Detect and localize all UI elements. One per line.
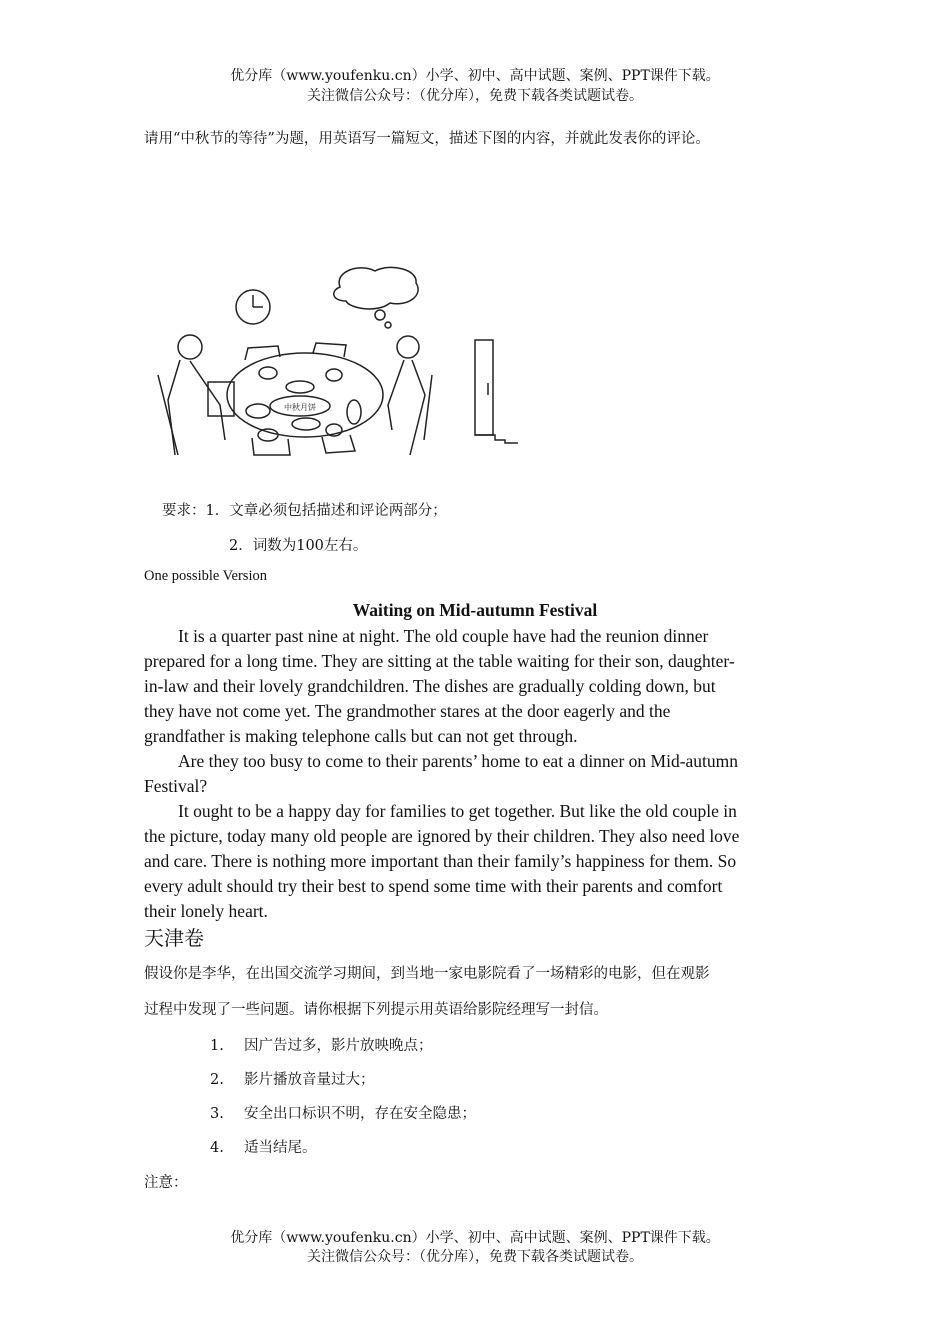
grandfather-figure <box>178 335 202 359</box>
list-item: 4. 适当结尾。 <box>210 1140 317 1156</box>
requirement-1: 要求：1．文章必须包括描述和评论两部分； <box>162 503 447 519</box>
sample-label: One possible Version <box>144 568 267 584</box>
essay-title: Waiting on Mid-autumn Festival <box>352 600 598 620</box>
list-item: 3. 安全出口标识不明，存在安全隐患； <box>210 1106 476 1122</box>
essay-line: the picture, today many old people are ignored by their children. They also need love <box>144 826 740 846</box>
essay-line: and care. There is nothing more important than their family’s happiness for them. So <box>144 851 737 871</box>
essay-line: in-law and their lovely grandchildren. The dishes are gradually colding down, but <box>144 676 716 696</box>
section-heading: 天津卷 <box>144 926 204 950</box>
dining-table <box>227 353 383 437</box>
task-prompt: 请用“中秋节的等待”为题，用英语写一篇短文，描述下图的内容，并就此发表你的评论。 <box>144 131 710 147</box>
essay-line: grandfather is making telephone calls but can not get through. <box>144 726 578 746</box>
door <box>475 340 493 435</box>
list-item: 2. 影片播放音量过大； <box>210 1072 375 1088</box>
essay-line: their lonely heart. <box>144 901 268 921</box>
footer-line-2: 关注微信公众号：（优分库），免费下载各类试题试卷。 <box>307 1249 643 1265</box>
essay-line: It ought to be a happy day for families to get together. But like the old couple in <box>178 801 737 821</box>
essay-line: Are they too busy to come to their parents’ home to eat a dinner on Mid-autumn <box>178 751 739 771</box>
essay-line: prepared for a long time. They are sitting at the table waiting for their son, daughter- <box>144 651 735 671</box>
essay-line: every adult should try their best to spend some time with their parents and comfort <box>144 876 723 896</box>
footer-line-1: 优分库（www.youfenku.cn）小学、初中、高中试题、案例、PPT课件下载。 <box>230 1230 720 1246</box>
thought-bubble <box>334 267 418 309</box>
mooncake-label: 中秋月饼 <box>284 403 316 412</box>
essay-line: It is a quarter past nine at night. The old couple have had the reunion dinner <box>178 626 709 646</box>
tianjin-intro-1: 假设你是李华，在出国交流学习期间，到当地一家电影院看了一场精彩的电影，但在观影 <box>144 966 710 982</box>
requirement-2: 2．词数为100左右。 <box>229 538 368 554</box>
note-label: 注意： <box>144 1175 188 1191</box>
grandmother-figure <box>397 336 419 358</box>
essay-line: Festival? <box>144 776 208 796</box>
list-item: 1. 因广告过多，影片放映晚点； <box>210 1038 433 1054</box>
essay-line: they have not come yet. The grandmother stares at the door eagerly and the <box>144 701 671 721</box>
header-line-2: 关注微信公众号：（优分库），免费下载各类试题试卷。 <box>307 88 643 104</box>
essay-body <box>144 624 804 924</box>
header-line-1: 优分库（www.youfenku.cn）小学、初中、高中试题、案例、PPT课件下载。 <box>230 68 720 84</box>
mid-autumn-illustration <box>150 265 530 470</box>
tianjin-intro-2: 过程中发现了一些问题。请你根据下列提示用英语给影院经理写一封信。 <box>144 1002 608 1018</box>
